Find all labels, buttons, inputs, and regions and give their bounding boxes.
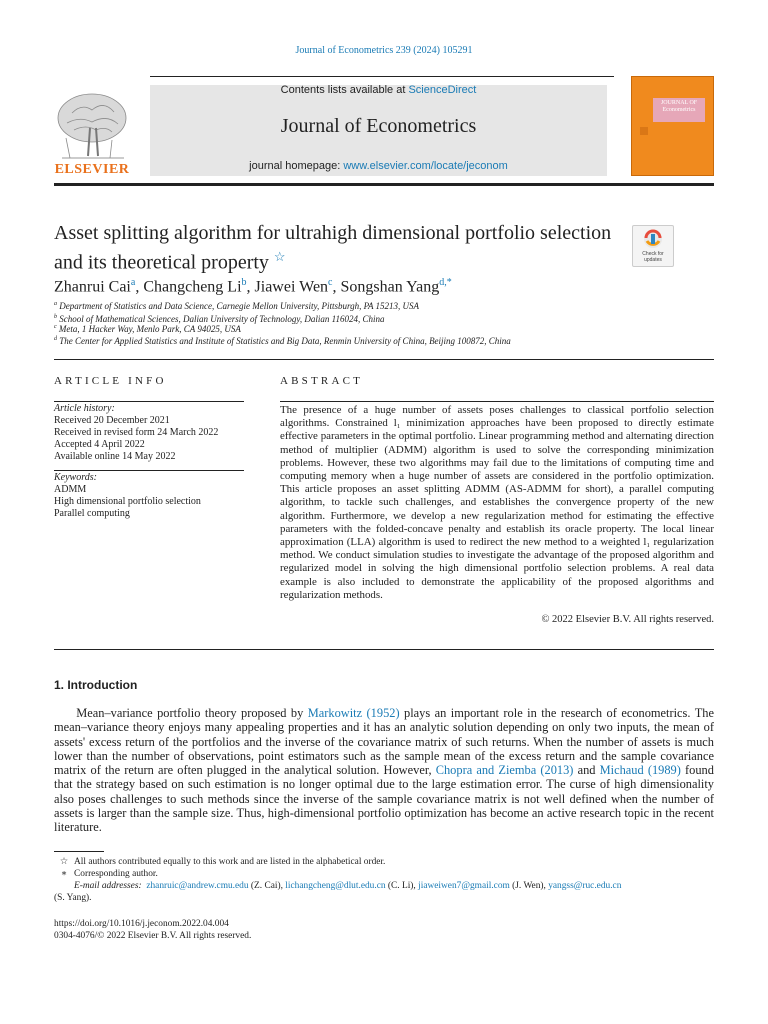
introduction-heading: 1. Introduction xyxy=(54,678,138,692)
affiliation-a xyxy=(54,301,419,311)
email-link[interactable]: yangss@ruc.edu.cn xyxy=(548,881,622,891)
author-list xyxy=(54,277,452,296)
cover-title-text: JOURNAL OF Econometrics xyxy=(660,100,698,113)
affiliation-label: c xyxy=(54,324,57,330)
cover-decoration xyxy=(640,127,706,171)
author-name: Jiawei Wen xyxy=(254,278,329,296)
asterisk-icon: ∗ xyxy=(60,869,68,879)
author-affiliation-link[interactable]: d,* xyxy=(439,277,452,288)
author-separator: , xyxy=(332,278,341,296)
email-link[interactable]: zhanruic@andrew.cmu.edu xyxy=(146,881,249,891)
intro-text-part: and xyxy=(577,763,596,778)
footnote-star-text: All authors contributed equally to this work and are listed in the alphabetical order. xyxy=(74,857,386,867)
history-received: Received 20 December 2021 xyxy=(54,415,170,426)
affiliation-label: d xyxy=(54,336,57,342)
sciencedirect-link[interactable]: ScienceDirect xyxy=(408,84,477,96)
ref-chopra-ziemba-link[interactable]: Chopra and Ziemba (2013) xyxy=(435,763,574,778)
journal-citation[interactable]: Journal of Econometrics 239 (2024) 105291 xyxy=(295,45,473,56)
intro-text-part: found that the strategy based on such estimation is no longer optimal due to the large estimation error. The curse of high dimensionality also poses challenges to such methods since the inverse of the sample covariance matrix is not well defined when the number of assets is larger than the sample size. Thus, high-dimensional portfolio optimization has become an active research topic in the recent literature. xyxy=(54,763,714,835)
intro-text-part: plays an important role in the research of econometrics. The mean–variance theory enjoys many appealing properties and it has an analytic solution depending on only two inputs, the mean of assets' excess return of the portfolios and the inverse of the covariance matrix of such returns. When the number of assets is much lower than the number of observations, point estimators such as the sample mean of the excess return and the sample covariance matrix of the return are often plugged in the analytical solution. However, xyxy=(54,706,714,778)
email-owner: (C. Li), xyxy=(387,881,416,891)
affiliation-label: b xyxy=(54,314,57,320)
issn-copyright: 0304-4076/© 2022 Elsevier B.V. All rights reserved. xyxy=(54,931,252,941)
paper-title xyxy=(54,221,629,275)
homepage-line xyxy=(150,160,607,172)
history-online: Available online 14 May 2022 xyxy=(54,451,176,462)
author-name: Songshan Yang xyxy=(340,278,440,296)
author-name: Changcheng Li xyxy=(143,278,242,296)
abstract-copyright: © 2022 Elsevier B.V. All rights reserved. xyxy=(541,614,714,625)
affiliation-d xyxy=(54,336,511,346)
header-bottom-rule xyxy=(54,183,714,186)
footnote-emails xyxy=(54,881,621,891)
footnote-star xyxy=(54,856,385,867)
email-label: E-mail addresses: xyxy=(74,881,142,891)
paper-title-text: Asset splitting algorithm for ultrahigh dimensional portfolio selection and its theoretical property xyxy=(54,222,612,274)
footnote-corresponding-text: Corresponding author. xyxy=(74,869,158,879)
section-rule xyxy=(54,359,714,360)
article-info-rule xyxy=(54,401,244,402)
affiliation-text: The Center for Applied Statistics and Institute of Statistics and Big Data, Renmin University of China, Beijing 100872, China xyxy=(59,336,511,346)
author-affiliation-link[interactable]: c xyxy=(328,277,333,288)
affiliation-b xyxy=(54,314,384,324)
ref-michaud-link[interactable]: Michaud (1989) xyxy=(599,763,681,778)
history-label: Article history: xyxy=(54,403,115,414)
introduction-paragraph xyxy=(54,706,714,835)
intro-text-part: Mean–variance portfolio theory proposed by xyxy=(76,706,304,720)
check-updates-icon xyxy=(633,226,673,252)
author-affiliation-link[interactable]: b xyxy=(241,277,247,288)
author-affiliation-link[interactable]: a xyxy=(130,277,136,288)
affiliation-text: School of Mathematical Sciences, Dalian University of Technology, Dalian 116024, China xyxy=(59,314,385,324)
journal-title: Journal of Econometrics xyxy=(280,115,477,137)
email-owner: (J. Wen), xyxy=(512,881,546,891)
footnote-corresponding xyxy=(54,868,158,879)
check-updates-label: Check for updates xyxy=(642,251,664,263)
check-for-updates-button[interactable] xyxy=(632,225,674,267)
keyword-item: ADMM xyxy=(54,484,87,495)
ref-markowitz-link[interactable]: Markowitz (1952) xyxy=(307,706,400,720)
history-accepted: Accepted 4 April 2022 xyxy=(54,439,145,450)
affiliation-c xyxy=(54,324,241,334)
email-link[interactable]: lichangcheng@dlut.edu.cn xyxy=(285,881,386,891)
affiliation-label: a xyxy=(54,301,57,307)
footnote-email-tail: (S. Yang). xyxy=(54,893,92,903)
history-revised: Received in revised form 24 March 2022 xyxy=(54,427,219,438)
keywords-label: Keywords: xyxy=(54,472,97,483)
abstract-rule xyxy=(280,401,714,402)
email-link[interactable]: jiaweiwen7@gmail.com xyxy=(418,881,510,891)
title-footnote-mark[interactable]: ☆ xyxy=(273,249,286,264)
homepage-prefix: journal homepage: xyxy=(249,160,341,172)
header-top-rule xyxy=(150,76,614,77)
keywords-rule xyxy=(54,470,244,471)
homepage-link[interactable]: www.elsevier.com/locate/jeconom xyxy=(343,160,508,172)
author-name: Zhanrui Cai xyxy=(54,278,131,296)
keyword-item: Parallel computing xyxy=(54,508,130,519)
article-info-heading: ARTICLE INFO xyxy=(54,375,167,387)
contents-line xyxy=(150,84,607,96)
keyword-item: High dimensional portfolio selection xyxy=(54,496,201,507)
author-separator: , xyxy=(135,278,144,296)
journal-cover-image[interactable] xyxy=(631,76,714,176)
doi-link[interactable]: https://doi.org/10.1016/j.jeconom.2022.04.004 xyxy=(54,919,229,929)
email-owner: (Z. Cai), xyxy=(250,881,283,891)
author-separator: , xyxy=(246,278,255,296)
affiliation-text: Meta, 1 Hacker Way, Menlo Park, CA 94025, USA xyxy=(58,324,241,334)
affiliation-text: Department of Statistics and Data Science, Carnegie Mellon University, Pittsburgh, PA 15213, USA xyxy=(59,301,420,311)
abstract-body: The presence of a huge number of assets poses challenges to classical portfolio selection algorithms. Constrained l₁ minimization approaches have been proposed to directly estimate effective parameters in the optimal portfolio. Linear programming method and alternating direction method of multiplier (ADMM) algorithm is used to solve the corresponding minimization problems. However, these two algorithms may fail due to the limitations of computing time and computing memory when a huge number of assets are considered in the portfolio optimization. This article proposes an asset splitting ADMM (AS-ADMM for short), a parallel computing algorithm, to tackle such challenges, and establishes the convergence property of the new algorithm. Furthermore, we develop a new regularization method for estimating the effective parameters with the folded-concave penalty and establish its oracle property. The local linear approximation (LLA) algorithm is used to redirect the new method to a weighted l₁ regularization method. We conduct simulation studies to investigate the advantage of the proposed algorithm and regularized model in solving the high dimensional portfolio selection problems. A real data example is also included to demonstrate the applicability of the proposed algorithms and regularization methods. xyxy=(280,404,714,601)
elsevier-wordmark: ELSEVIER xyxy=(54,162,130,177)
footnote-star-icon: ☆ xyxy=(59,857,69,867)
abstract-heading: ABSTRACT xyxy=(280,375,364,387)
front-matter-bottom-rule xyxy=(54,649,714,650)
contents-prefix: Contents lists available at xyxy=(280,84,406,96)
footnote-rule xyxy=(54,851,104,852)
